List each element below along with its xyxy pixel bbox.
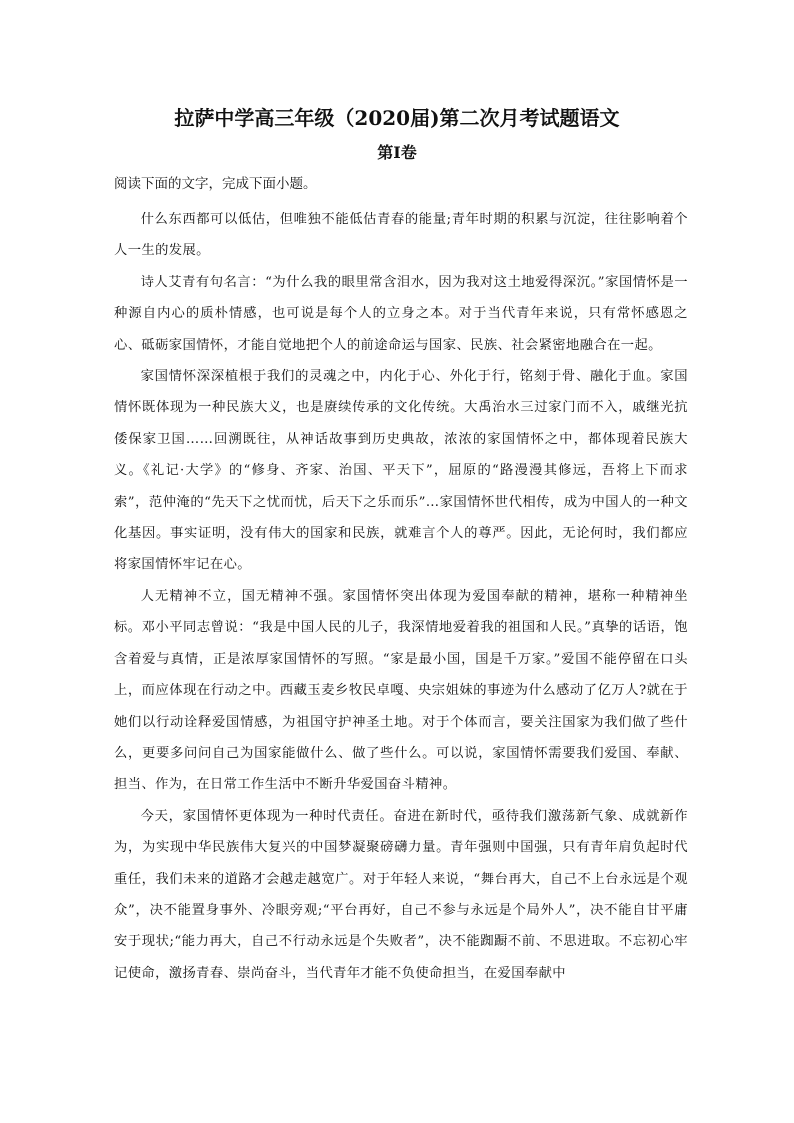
paragraph: 人无精神不立，国无精神不强。家国情怀突出体现为爱国奉献的精神，堪称一种精神坐标。邓小平同志曾说：“我是中国人民的儿子，我深情地爱着我的祖国和人民。”真挚的话语，饱含着爱与真情，正是浓厚家国情怀的写照。“家是最小国，国是千万家。”爱国不能停留在口头上，而应体现在行动之中。西藏玉麦乡牧民卓嘎、央宗姐妹的事迹为什么感动了亿万人?就在于她们以行动诠释爱国情感，为祖国守护神圣土地。对于个体而言，要关注国家为我们做了些什么，更要多问问自己为国家能做什么、做了些什么。可以说，家国情怀需要我们爱国、奉献、担当、作为，在日常工作生活中不断升华爱国奋斗精神。 xyxy=(114,588,688,793)
paragraph: 诗人艾青有句名言：“为什么我的眼里常含泪水，因为我对这土地爱得深沉。”家国情怀是一种源自内心的质朴情感，也可说是每个人的立身之本。对于当代青年来说，只有常怀感恩之心、砥砺家国情怀，才能自觉地把个人的前途命运与国家、民族、社会紧密地融合在一起。 xyxy=(114,274,688,353)
paragraph: 什么东西都可以低估，但唯独不能低估青春的能量;青年时期的积累与沉淀，往往影响着个人一生的发展。 xyxy=(114,212,688,259)
paragraph: 家国情怀深深植根于我们的灵魂之中，内化于心、外化于行，铭刻于骨、融化于血。家国情怀既体现为一种民族大义，也是赓续传承的文化传统。大禹治水三过家门而不入，戚继光抗倭保家卫国……回溯既往，从神话故事到历史典故，浓浓的家国情怀之中，都体现着民族大义。《礼记·大学》的“修身、齐家、治国、平天下”，屈原的“路漫漫其修远，吾将上下而求索”，范仲淹的“先天下之忧而忧，后天下之乐而乐”…家国情怀世代相传，成为中国人的一种文化基因。事实证明，没有伟大的国家和民族，就难言个人的尊严。因此，无论何时，我们都应将家国情怀牢记在心。 xyxy=(114,369,688,573)
passage-body xyxy=(114,204,688,989)
page-title: 拉萨中学高三年级（2020届)第二次月考试题语文 xyxy=(174,106,620,130)
section-heading: 第I卷 xyxy=(377,143,417,162)
paragraph: 今天，家国情怀更体现为一种时代责任。奋进在新时代，亟待我们激荡新气象、成就新作为，为实现中华民族伟大复兴的中国梦凝聚磅礴力量。青年强则中国强，只有青年肩负起时代重任，我们未来的道路才会越走越宽广。对于年轻人来说，“舞台再大，自己不上台永远是个观众”，决不能置身事外、冷眼旁观;“平台再好，自己不参与永远是个局外人”，决不能自甘平庸安于现状;“能力再大，自己不行动永远是个失败者”，决不能踟蹰不前、不思进取。不忘初心牢记使命，激扬青春、崇尚奋斗，当代青年才能不负使命担当，在爱国奉献中 xyxy=(114,808,688,981)
reading-instruction: 阅读下面的文字，完成下面小题。 xyxy=(114,176,317,192)
